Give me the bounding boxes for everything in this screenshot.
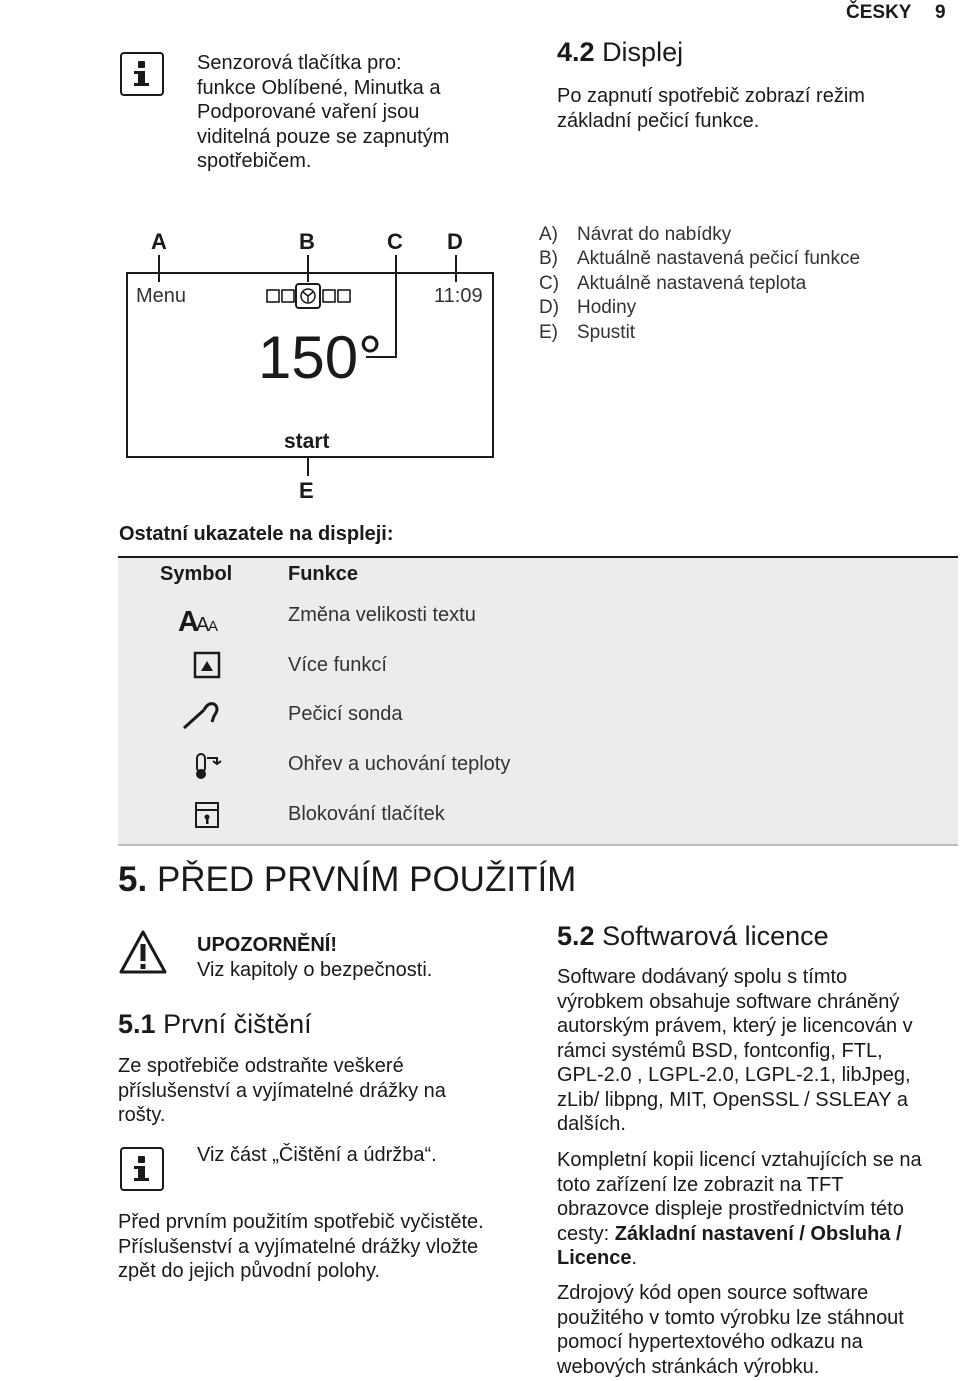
- body-line: Zdrojový kód open source software: [557, 1282, 869, 1304]
- section-5-heading: [118, 860, 576, 900]
- warning-title: UPOZORNĚNÍ!: [197, 934, 337, 956]
- language-label: ČESKY: [846, 2, 912, 23]
- label-e: E: [299, 478, 314, 503]
- legend-key: E): [539, 321, 558, 343]
- body-line: [557, 1222, 922, 1247]
- svg-text:A: A: [196, 614, 210, 632]
- legend-text: Hodiny: [577, 297, 637, 319]
- page-number: 9: [935, 2, 946, 23]
- legend-row: [539, 223, 860, 247]
- label-c: C: [387, 229, 403, 254]
- info-note-line: viditelná pouze se zapnutým: [197, 125, 450, 148]
- section-title: PŘED PRVNÍM POUŽITÍM: [156, 860, 577, 899]
- body-line: základní pečicí funkce.: [557, 109, 760, 132]
- section-number: 5.2: [557, 921, 595, 951]
- leader-e: [307, 456, 309, 476]
- leader-a: [158, 255, 160, 282]
- svg-text:A: A: [208, 618, 219, 632]
- warning-text: Viz kapitoly o bezpečnosti.: [197, 958, 433, 981]
- display-temperature: 150°: [258, 324, 383, 391]
- function-icons-strip: [265, 282, 353, 310]
- section-number: 4.2: [557, 37, 595, 67]
- legend-row: [539, 321, 860, 345]
- body-line: toto zařízení lze zobrazit na TFT: [557, 1173, 844, 1196]
- body-line: Po zapnutí spotřebič zobrazí režim: [557, 85, 865, 107]
- more-functions-icon: [186, 651, 230, 681]
- leader-b: [307, 255, 309, 282]
- body-line: pomocí hypertextového odkazu na: [557, 1331, 863, 1353]
- settings-path: Základní nastavení / Obsluha /: [614, 1222, 902, 1245]
- body-line: obrazovce displeje prostřednictvím této: [557, 1198, 904, 1220]
- path-lead: cesty:: [557, 1222, 615, 1245]
- body-line: Software dodávaný spolu s tímto: [557, 966, 848, 988]
- legend-text: Spustit: [577, 321, 636, 343]
- section-number: 5.1: [118, 1009, 156, 1039]
- body-line: GPL-2.0 , LGPL-2.0, LGPL-2.1, libJpeg,: [557, 1064, 911, 1086]
- license-paragraph-1: [557, 965, 913, 1137]
- function-text: Změna velikosti textu: [288, 604, 476, 626]
- display-clock-text: 11:09: [434, 285, 483, 307]
- body-line: použitého v tomto výrobku lze stáhnout: [557, 1306, 904, 1329]
- keep-warm-icon: [186, 750, 230, 780]
- body-line: [557, 1246, 922, 1271]
- info-icon: [120, 1147, 164, 1191]
- function-text: Ohřev a uchování teploty: [288, 753, 511, 775]
- table-top-rule: [118, 556, 958, 558]
- section-5-1-body2: [118, 1210, 484, 1284]
- key-lock-icon: [186, 800, 230, 830]
- warning-icon: [118, 929, 168, 975]
- section-title: Displej: [602, 37, 684, 67]
- section-number: 5.: [118, 860, 148, 899]
- info-note-line: Senzorová tlačítka pro:: [197, 52, 402, 74]
- col-header-symbol: Symbol: [160, 563, 233, 585]
- section-5-1-heading: [118, 1008, 312, 1040]
- leader-c: [395, 255, 397, 358]
- info-note-cleaning: Viz část „Čištění a údržba“.: [197, 1144, 437, 1166]
- body-line: rámci systémů BSD, fontconfig, FTL,: [557, 1039, 883, 1062]
- legend-text: Aktuálně nastavená teplota: [577, 272, 807, 294]
- body-line: zLib/ libpng, MIT, OpenSSL / SSLEAY a: [557, 1088, 908, 1111]
- body-line: rošty.: [118, 1104, 166, 1126]
- col-header-function: Funkce: [288, 563, 359, 585]
- indicators-heading: Ostatní ukazatele na displeji:: [119, 523, 394, 545]
- body-line: Ze spotřebiče odstraňte veškeré: [118, 1055, 404, 1077]
- label-d: D: [447, 229, 463, 254]
- body-line: Kompletní kopii licencí vztahujících se na: [557, 1149, 922, 1171]
- label-a: A: [151, 229, 167, 254]
- info-note-line: funkce Oblíbené, Minutka a: [197, 76, 441, 99]
- function-text: Blokování tlačítek: [288, 803, 445, 825]
- info-note-line: spotřebičem.: [197, 150, 312, 172]
- body-line: webových stránkách výrobku.: [557, 1355, 820, 1378]
- body-line: autorským právem, který je licencován v: [557, 1015, 913, 1037]
- display-menu-text: Menu: [136, 285, 187, 307]
- display-start-text: start: [284, 430, 330, 453]
- meat-probe-icon: [180, 700, 224, 730]
- function-text: Pečicí sonda: [288, 703, 403, 725]
- table-bottom-rule: [118, 844, 958, 846]
- body-line: Před prvním použitím spotřebič vyčistěte.: [118, 1211, 484, 1233]
- license-paragraph-2: [557, 1148, 922, 1271]
- section-title: Softwarová licence: [602, 921, 829, 951]
- legend-row: [539, 247, 860, 271]
- section-5-2-heading: [557, 920, 829, 952]
- indicators-table: [118, 556, 958, 846]
- svg-text:A: A: [178, 606, 199, 632]
- body-line: zpět do jejich původní polohy.: [118, 1260, 381, 1282]
- legend-key: B): [539, 248, 558, 270]
- info-note-line: Podporované vaření jsou: [197, 101, 420, 123]
- legend-key: A): [539, 224, 558, 245]
- license-paragraph-3: [557, 1281, 904, 1379]
- label-b: B: [299, 229, 315, 254]
- text-size-icon: [178, 602, 222, 632]
- legend-key: D): [539, 297, 560, 319]
- info-note-top: [197, 51, 449, 174]
- body-line: dalších.: [557, 1113, 626, 1135]
- info-icon: [120, 52, 164, 96]
- legend-row: [539, 272, 860, 296]
- legend-row: [539, 296, 860, 320]
- path-end: .: [631, 1247, 638, 1269]
- legend-text: Aktuálně nastavená pečicí funkce: [577, 248, 861, 270]
- display-legend: [539, 223, 860, 345]
- body-line: výrobkem obsahuje software chráněný: [557, 990, 900, 1013]
- leader-d: [455, 255, 457, 282]
- body-line: Příslušenství a vyjímatelné drážky vložte: [118, 1235, 479, 1258]
- section-title: První čištění: [163, 1009, 312, 1039]
- section-4-2-body: [557, 84, 865, 133]
- legend-text: Návrat do nabídky: [577, 224, 732, 245]
- section-4-2-heading: [557, 36, 683, 68]
- settings-path-end: Licence: [557, 1247, 632, 1269]
- legend-key: C): [539, 272, 560, 294]
- warning-block: [197, 933, 432, 982]
- section-5-1-body: [118, 1054, 446, 1128]
- body-line: příslušenství a vyjímatelné drážky na: [118, 1079, 446, 1102]
- function-text: Více funkcí: [288, 654, 387, 676]
